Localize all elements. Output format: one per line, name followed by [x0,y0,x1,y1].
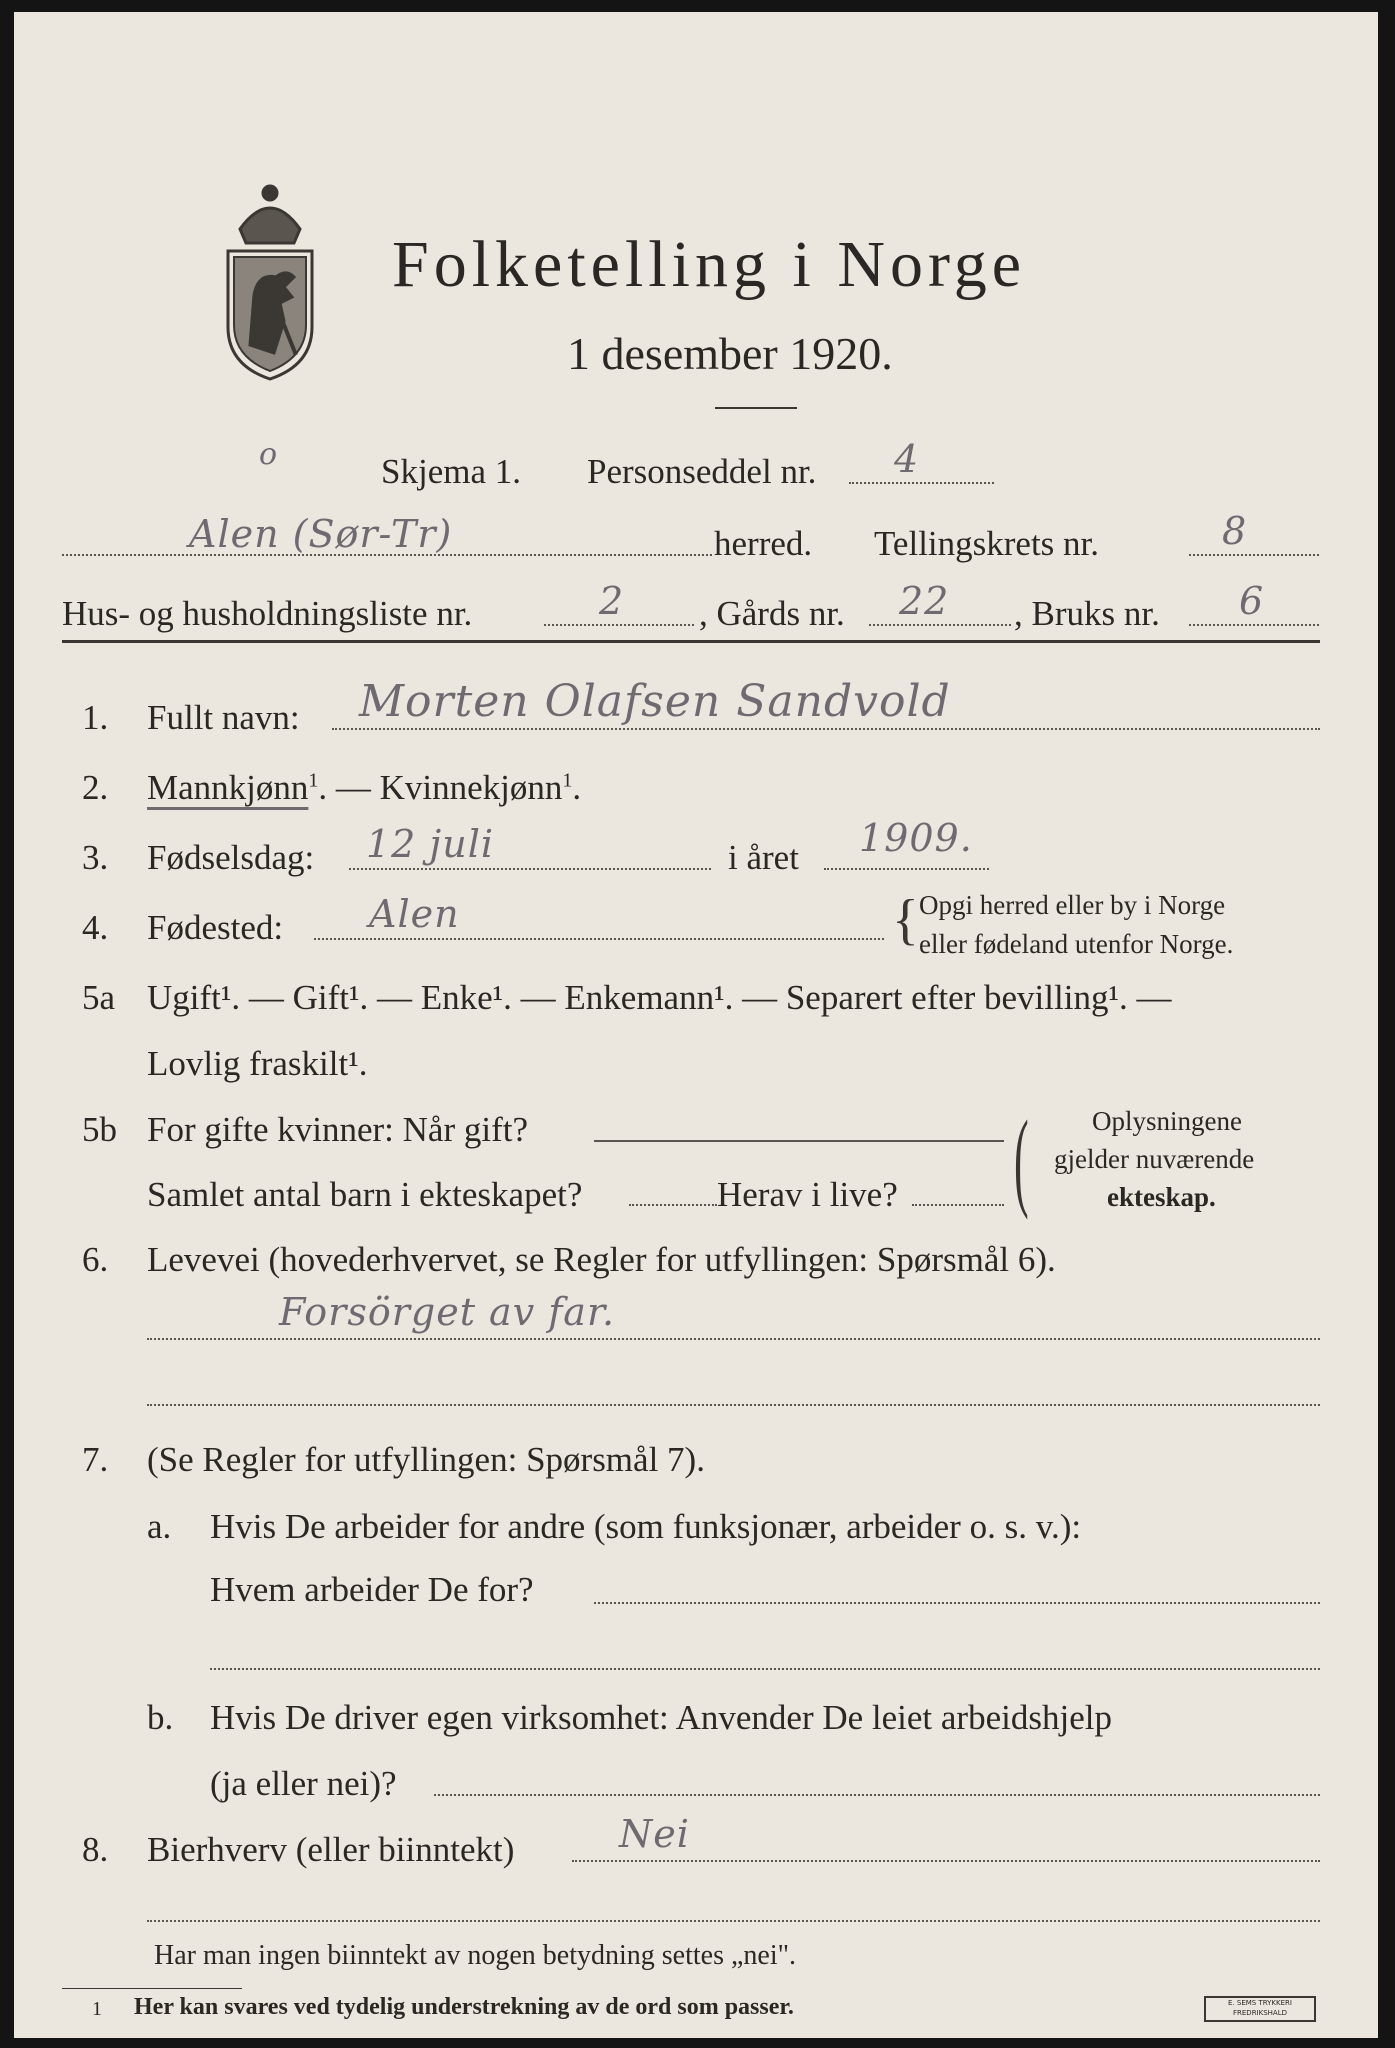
q2-male-option: Mannkjønn [147,768,309,807]
q4-note-line2: eller fødeland utenfor Norge. [919,929,1234,959]
q6-line-1 [147,1338,1320,1340]
q7a-employer-line-2 [210,1668,1320,1670]
tellingskrets-label: Tellingskrets nr. [874,524,1100,563]
printer-city: FREDRIKSHALD [1232,2009,1287,2017]
q5b-alive-line [912,1204,1004,1206]
q7b-answer-line [434,1794,1320,1796]
q2-gender-options: Mannkjønn$^1$. — Kvinnekjønn$^1$. [147,768,582,807]
q1-number: 1. [82,698,109,737]
header-rule [62,640,1320,643]
q7a-letter: a. [147,1507,172,1546]
census-date: 1 desember 1920. [567,328,893,379]
q7b-question: Hvis De driver egen virksomhet: Anvender De leiet arbeidshjelp [210,1698,1112,1737]
q5b-note-line1: Oplysningene [1092,1106,1242,1136]
title-divider [715,407,797,409]
q1-line [332,728,1320,730]
footnote-number: 1 [92,1998,102,2020]
q3-birth-date: 12 juli [366,822,494,866]
tellingskrets-value: 8 [1222,509,1248,553]
coat-of-arms-icon [214,177,326,382]
q5b-children-line [629,1204,717,1206]
q7a-question: Hvis De arbeider for andre (som funksjonær, arbeider o. s. v.): [210,1507,1082,1546]
q4-note-line1: Opgi herred eller by i Norge [919,890,1226,920]
q7b-letter: b. [147,1698,174,1737]
herred-label: herred. [714,524,813,563]
q5a-marital-options-cont: Lovlig fraskilt¹. [147,1044,368,1083]
q7-label: (Se Regler for utfyllingen: Spørsmål 7). [147,1440,705,1479]
q5a-marital-options: Ugift¹. — Gift¹. — Enke¹. — Enkemann¹. — Separert efter bevilling¹. — [147,978,1172,1017]
q5a-number: 5a [82,978,116,1017]
gards-label: , Gårds nr. [699,594,845,633]
personseddel-label: Personseddel nr. [587,452,817,491]
bruks-label: , Bruks nr. [1014,594,1160,633]
q6-label: Levevei (hovederhvervet, se Regler for utfyllingen: Spørsmål 6). [147,1240,1056,1279]
q2-female-option: Kvinnekjønn [379,768,563,807]
q8-label: Bierhverv (eller biinntekt) [147,1830,515,1869]
q2-end: . [572,768,582,807]
q3-birth-year: 1909. [859,816,973,860]
hus-line [544,624,694,626]
q4-number: 4. [82,908,109,947]
q8-line-2 [147,1920,1320,1922]
q5b-note-line3: ekteskap. [1107,1182,1216,1212]
q3-year-label: i året [728,838,799,877]
footnote-text: Her kan svares ved tydelig understrekning av de ord som passer. [134,1994,794,2020]
hus-label: Hus- og husholdningsliste nr. [62,594,473,633]
q8-line [572,1860,1320,1862]
q3-date-line [349,868,711,870]
q5b-brace: ( [1014,1098,1029,1220]
q2-number: 2. [82,768,109,807]
q6-number: 6. [82,1240,109,1279]
q3-label: Fødselsdag: [147,838,315,877]
q3-year-line [824,868,989,870]
q8-side-income: Nei [619,1812,690,1856]
q5b-children-label: Samlet antal barn i ekteskapet? [147,1175,583,1214]
q1-full-name: Morten Olafsen Sandvold [359,676,951,727]
q6-occupation: Forsörget av far. [279,1290,616,1334]
q4-label: Fødested: [147,908,284,947]
page-title: Folketelling i Norge [392,228,1027,301]
footer-note: Har man ingen biinntekt av nogen betydning settes „nei". [154,1940,797,1971]
q6-line-2 [147,1404,1320,1406]
q5b-note-line2: gjelder nuværende [1054,1144,1255,1174]
skjema-label: Skjema 1. [381,452,521,491]
q5b-number: 5b [82,1110,117,1149]
q8-number: 8. [82,1830,109,1869]
q7a-employer-label: Hvem arbeider De for? [210,1570,534,1609]
gards-line [869,624,1011,626]
printer-stamp [1204,1996,1316,2022]
census-form-sheet [14,12,1378,2038]
q7a-employer-line [594,1602,1320,1604]
footnote-rule [62,1988,242,1989]
bruks-line [1189,624,1319,626]
gards-value: 22 [899,579,950,623]
q5b-when-married-line [594,1140,1004,1142]
q5b-alive-label: Herav i live? [717,1175,898,1214]
tellingskrets-line [1189,554,1319,556]
bruks-value: 6 [1239,579,1265,623]
q5b-when-married-label: For gifte kvinner: Når gift? [147,1110,529,1149]
herred-value: Alen (Sør-Tr) [189,512,453,556]
q4-line [314,938,884,940]
q2-separator: . — [318,768,380,807]
printer-name: E. SEMS TRYKKERI [1228,1999,1292,2007]
margin-mark: o [259,437,279,472]
personseddel-line [849,482,994,484]
q4-brace: { [892,889,919,951]
q7-number: 7. [82,1440,109,1479]
personseddel-value: 4 [894,437,920,481]
q3-number: 3. [82,838,109,877]
q4-birthplace: Alen [369,892,460,936]
q1-label: Fullt navn: [147,698,300,737]
hus-value: 2 [599,579,625,623]
q7b-answer-label: (ja eller nei)? [210,1764,397,1803]
